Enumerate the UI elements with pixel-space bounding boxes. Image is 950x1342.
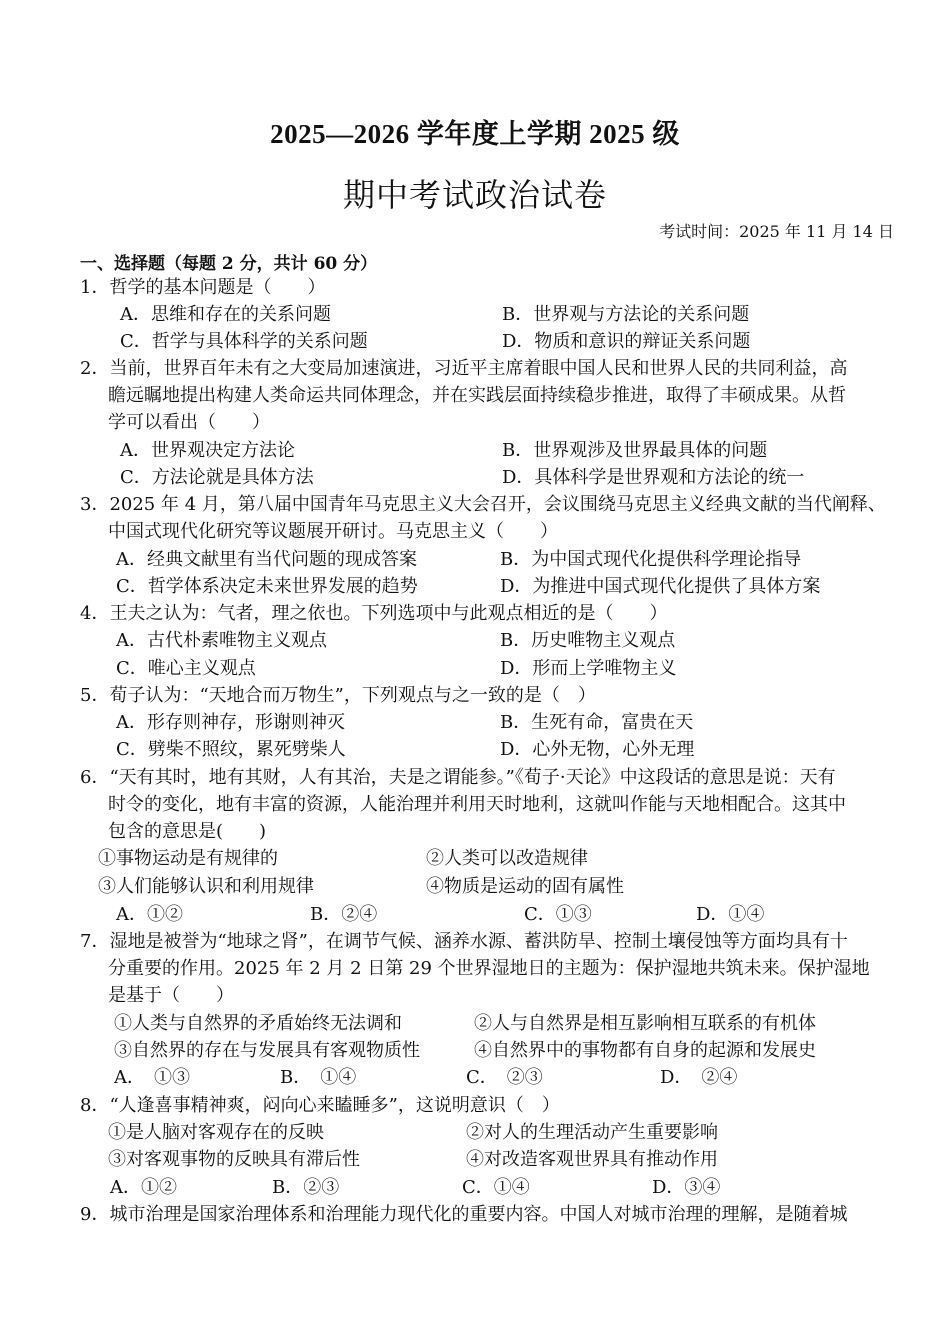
q6-statement-4: ④物质是运动的固有属性 [426, 876, 624, 897]
q6-option-b: B．②④ [310, 904, 378, 925]
q5-option-d: D．心外无物，心外无理 [500, 739, 695, 760]
question-3-stem: 3．2025 年 4 月，第八届中国青年马克思主义大会召开，会议围绕马克思主义经典文献的当代阐释、 [80, 494, 886, 515]
question-8-stem: 8．“人逢喜事精神爽，闷向心来瞌睡多”，这说明意识（ ） [80, 1095, 560, 1116]
question-5-stem: 5．荀子认为：“天地合而万物生”，下列观点与之一致的是（ ） [80, 685, 596, 706]
q2-option-c: C．方法论就是具体方法 [120, 467, 314, 488]
q5-option-a: A．形存则神存，形谢则神灭 [116, 712, 345, 733]
q4-option-a: A．古代朴素唯物主义观点 [116, 630, 327, 651]
question-7-stem-line2: 分重要的作用。2025 年 2 月 2 日第 29 个世界湿地日的主题为：保护湿地共筑未来。保护湿地 [108, 958, 870, 979]
question-3-stem-line2: 中国式现代化研究等议题展开研讨。马克思主义（ ） [108, 521, 558, 542]
q1-option-d: D．物质和意识的辩证关系问题 [502, 331, 751, 352]
q2-option-d: D．具体科学是世界观和方法论的统一 [502, 467, 805, 488]
q8-option-a: A．①② [110, 1177, 177, 1198]
q6-statement-2: ②人类可以改造规律 [426, 848, 588, 869]
exam-title-year: 2025—2026 学年度上学期 2025 级 [270, 119, 680, 149]
question-9-stem: 9．城市治理是国家治理体系和治理能力现代化的重要内容。中国人对城市治理的理解，是随着城 [80, 1204, 848, 1225]
question-2-stem-line3: 学可以看出（ ） [108, 412, 270, 433]
q7-statement-1: ①人类与自然界的矛盾始终无法调和 [114, 1013, 402, 1034]
q1-option-c: C．哲学与具体科学的关系问题 [120, 331, 368, 352]
q6-option-a: A．①② [116, 904, 183, 925]
question-2-stem-line2: 瞻远瞩地提出构建人类命运共同体理念，并在实践层面持续稳步推进，取得了丰硕成果。从哲 [108, 385, 846, 406]
q3-option-c: C．哲学体系决定未来世界发展的趋势 [116, 576, 418, 597]
q2-option-b: B．世界观涉及世界最具体的问题 [502, 440, 768, 461]
q8-statement-1: ①是人脑对客观存在的反映 [108, 1122, 324, 1143]
q6-statement-1: ①事物运动是有规律的 [98, 848, 278, 869]
q8-option-d: D．③④ [652, 1177, 721, 1198]
q7-statement-4: ④自然界中的事物都有自身的起源和发展史 [474, 1040, 816, 1061]
q6-option-c: C．①③ [524, 904, 592, 925]
q8-option-c: C．①④ [462, 1177, 530, 1198]
q8-statement-2: ②对人的生理活动产生重要影响 [466, 1122, 718, 1143]
q6-statement-3: ③人们能够认识和利用规律 [98, 876, 314, 897]
question-1-stem: 1．哲学的基本问题是（ ） [80, 277, 326, 298]
q7-option-c: C． ②③ [466, 1067, 543, 1088]
q4-option-b: B．历史唯物主义观点 [500, 630, 676, 651]
exam-date: 考试时间：2025 年 11 月 14 日 [659, 222, 894, 241]
q7-option-d: D． ②④ [660, 1067, 738, 1088]
q1-option-b: B．世界观与方法论的关系问题 [502, 304, 750, 325]
q7-statement-2: ②人与自然界是相互影响相互联系的有机体 [474, 1013, 816, 1034]
q3-option-d: D．为推进中国式现代化提供了具体方案 [500, 576, 821, 597]
q5-option-c: C．劈柴不照纹，累死劈柴人 [116, 739, 346, 760]
q2-option-a: A．世界观决定方法论 [120, 440, 295, 461]
q6-option-d: D．①④ [696, 904, 765, 925]
q3-option-b: B．为中国式现代化提供科学理论指导 [500, 549, 802, 570]
q8-option-b: B．②③ [272, 1177, 340, 1198]
q1-option-a: A．思维和存在的关系问题 [120, 304, 331, 325]
question-6-stem-line3: 包含的意思是( ) [108, 821, 267, 842]
q7-option-b: B． ①④ [280, 1067, 357, 1088]
q5-option-b: B．生死有命，富贵在天 [500, 712, 694, 733]
q3-option-a: A．经典文献里有当代问题的现成答案 [116, 549, 417, 570]
question-7-stem-line3: 是基于（ ） [108, 985, 234, 1006]
q8-statement-4: ④对改造客观世界具有推动作用 [466, 1149, 718, 1170]
q8-statement-3: ③对客观事物的反映具有滞后性 [108, 1149, 360, 1170]
section-heading: 一、选择题（每题 2 分，共计 60 分） [80, 254, 378, 274]
question-7-stem: 7．湿地是被誉为“地球之肾”，在调节气候、涵养水源、蓄洪防旱、控制土壤侵蚀等方面均具有十 [80, 931, 848, 952]
q4-option-c: C．唯心主义观点 [116, 658, 256, 679]
exam-title-subject: 期中考试政治试卷 [342, 176, 607, 214]
question-4-stem: 4．王夫之认为：气者，理之依也。下列选项中与此观点相近的是（ ） [80, 603, 668, 624]
q7-option-a: A． ①③ [114, 1067, 190, 1088]
question-6-stem: 6．“天有其时，地有其财，人有其治，夫是之谓能参。”《荀子·天论》中这段话的意思是说：天有 [80, 767, 836, 788]
question-2-stem: 2．当前，世界百年未有之大变局加速演进，习近平主席着眼中国人民和世界人民的共同利益，高 [80, 358, 848, 379]
q4-option-d: D．形而上学唯物主义 [500, 658, 677, 679]
question-6-stem-line2: 时令的变化，地有丰富的资源，人能治理并利用天时地利，这就叫作能与天地相配合。这其中 [108, 794, 846, 815]
q7-statement-3: ③自然界的存在与发展具有客观物质性 [114, 1040, 420, 1061]
